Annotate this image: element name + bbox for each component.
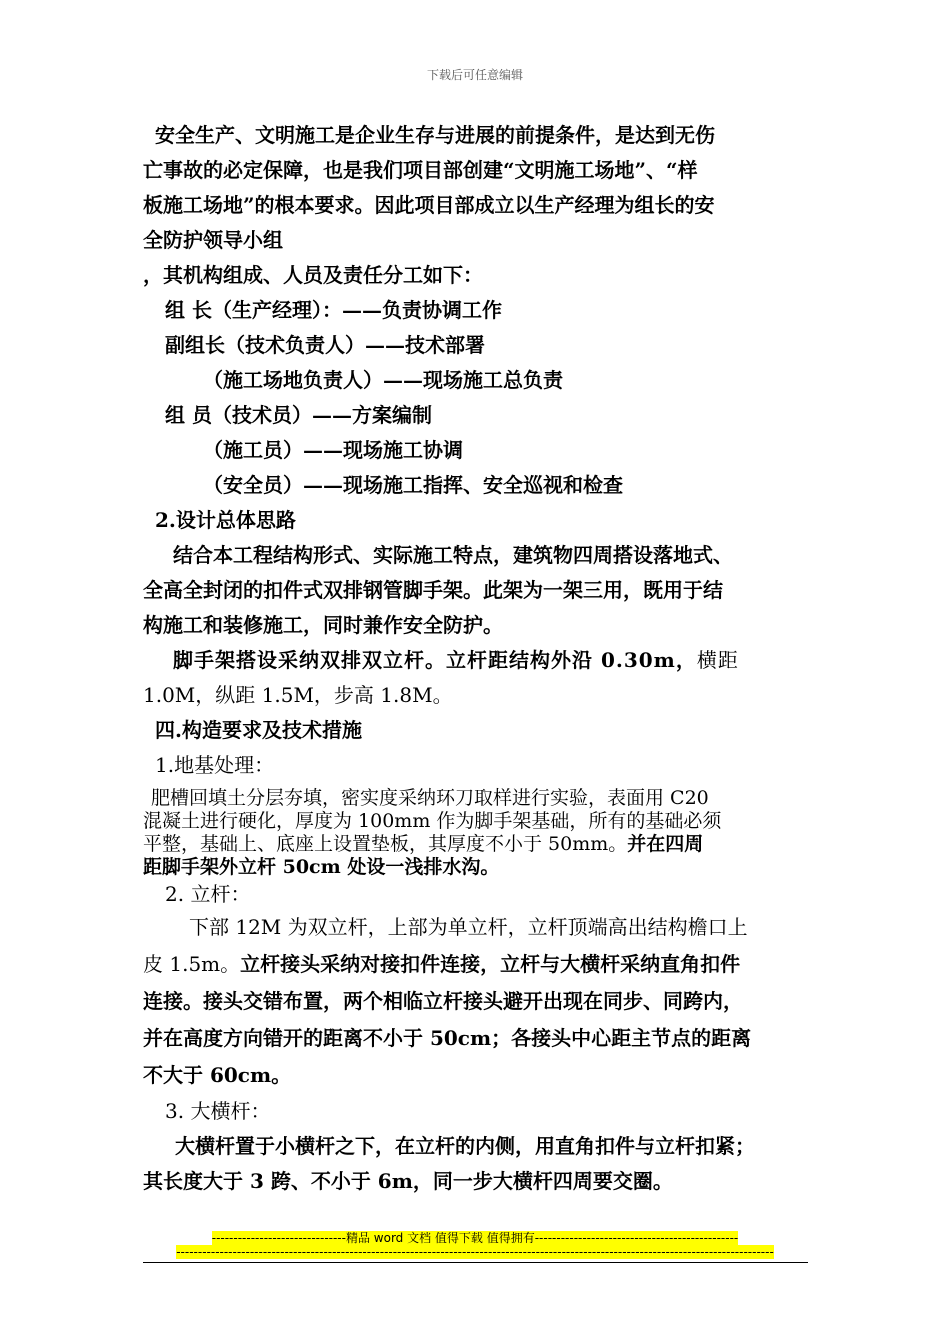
intro-line: ，其机构组成、人员及责任分工如下： [143, 263, 483, 287]
footer-rule [143, 1262, 808, 1263]
footer-banner-text: -------------------------------精品 word 文档 值得下载 值得拥有----------------------------------------------- [211, 1231, 739, 1245]
subsection-pole-heading: 2. 立杆： [165, 882, 251, 906]
role-construction-worker: （施工员）——现场施工协调 [203, 438, 463, 462]
paragraph-line: 距脚手架外立杆 50cm 处设一浅排水沟。 [143, 856, 500, 878]
paragraph-line: 肥槽回填土分层夯填，密实度采纳环刀取样进行实验，表面用 C20 [151, 787, 709, 809]
org-roles-list [143, 293, 808, 503]
scaffold-spec-normal: 横距 [696, 648, 739, 672]
paragraph-line: 不大于 60cm。 [143, 1063, 292, 1087]
role-deputy-leader: 副组长（技术负责人）——技术部署 [165, 333, 485, 357]
role-leader: 组 长（生产经理）：——负责协调工作 [165, 298, 502, 322]
intro-paragraph [143, 118, 808, 293]
intro-line: 亡事故的必定保障，也是我们项目部创建“文明施工场地”、“样 [143, 158, 698, 182]
paragraph-line: 其长度大于 3 跨、不小于 6m，同一步大横杆四周要交圈。 [143, 1169, 673, 1193]
role-safety-officer: （安全员）——现场施工指挥、安全巡视和检查 [203, 473, 623, 497]
section2-heading: 2.设计总体思路 [155, 508, 296, 532]
paragraph-line: 1.0M，纵距 1.5M，步高 1.8M。 [143, 683, 453, 707]
paragraph-line: 混凝土进行硬化，厚度为 100mm 作为脚手架基础，所有的基础必须 [143, 810, 722, 832]
paragraph-line: 连接。接头交错布置，两个相临立杆接头避开出现在同步、同跨内， [143, 989, 743, 1013]
foundation-paragraph [143, 787, 808, 879]
paragraph-line: 并在高度方向错开的距离不小于 50cm；各接头中心距主节点的距离 [143, 1026, 752, 1050]
role-technician: 组 员（技术员）——方案编制 [165, 403, 432, 427]
section2-paragraph2 [143, 643, 808, 713]
paragraph-line: 全高全封闭的扣件式双排钢管脚手架。此架为一架三用，既用于结 [143, 578, 723, 602]
paragraph-line [143, 643, 808, 678]
footer-banner-dash-line: ------------------------------------------------------------------------------------------------------------------------------------------ [176, 1245, 774, 1259]
pole-paragraph [143, 909, 808, 1094]
paragraph-line: 构施工和装修施工，同时兼作安全防护。 [143, 613, 503, 637]
intro-line: 全防护领导小组 [143, 228, 283, 252]
intro-line: 安全生产、文明施工是企业生存与进展的前提条件，是达到无伤 [155, 123, 715, 147]
footer-banner-dashes [0, 1245, 950, 1259]
paragraph-line: 大横杆置于小横杆之下，在立杆的内侧，用直角扣件与立杆扣紧； [175, 1134, 755, 1158]
intro-line: 板施工场地”的根本要求。因此项目部成立以生产经理为组长的安 [143, 193, 715, 217]
subsection-foundation-heading: 1.地基处理： [155, 753, 275, 777]
paragraph-line [143, 946, 808, 983]
subsection-ledger-heading: 3. 大横杆： [165, 1099, 271, 1123]
ledger-paragraph [143, 1129, 808, 1199]
paragraph-line: 下部 12M 为双立杆，上部为单立杆，立杆顶端高出结构檐口上 [189, 915, 748, 939]
document-body [143, 118, 808, 1199]
paragraph-line [143, 833, 808, 856]
pole-text-normal: 皮 1.5m。 [143, 952, 241, 976]
scaffold-spec-bold: 脚手架搭设采纳双排双立杆。立杆距结构外沿 0.30m， [173, 648, 697, 672]
role-site-manager: （施工场地负责人）——现场施工总负责 [203, 368, 563, 392]
section2-paragraph1 [143, 538, 808, 643]
foundation-text-normal: 平整，基础上、底座上设置垫板，其厚度不小于 50mm。 [143, 833, 628, 855]
paragraph-line: 结合本工程结构形式、实际施工特点，建筑物四周搭设落地式、 [173, 543, 733, 567]
header-note: 下载后可任意编辑 [426, 68, 523, 82]
pole-text-bold: 立杆接头采纳对接扣件连接，立杆与大横杆采纳直角扣件 [240, 952, 741, 976]
foundation-text-bold: 并在四周 [627, 833, 704, 855]
footer-banner [0, 1229, 950, 1246]
section4-heading: 四.构造要求及技术措施 [155, 718, 362, 742]
